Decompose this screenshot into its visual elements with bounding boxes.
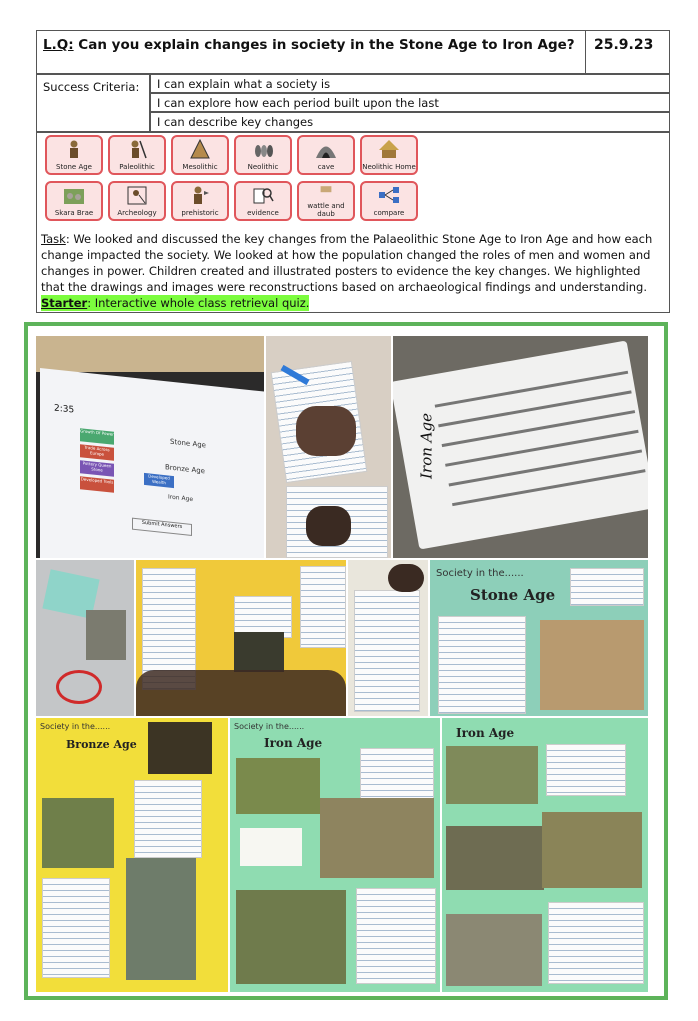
tent-icon: [189, 139, 211, 159]
learning-question-box: [36, 30, 586, 74]
hand: [296, 406, 356, 456]
stone-age-picture: [540, 620, 644, 710]
photo-poster-stone-age: Society in the...... Stone Age: [430, 560, 648, 716]
success-criteria-label-box: [36, 74, 150, 132]
village-icon: [63, 185, 85, 205]
vocab-card-wattle-and-daub: wattle and daub: [297, 181, 355, 221]
starter-highlight: Starter: Interactive whole class retrieval quiz.: [41, 296, 310, 310]
success-criterion-3: I can describe key changes: [150, 112, 670, 132]
vocab-card-cave: cave: [297, 135, 355, 175]
learning-question: L.Q: Can you explain changes in society in the Stone Age to Iron Age?: [43, 37, 575, 53]
success-criteria-label: Success Criteria:: [43, 80, 140, 94]
hunter-icon: [126, 139, 148, 159]
stone-tools-icon: [252, 139, 274, 159]
prehistoric-icon: [189, 185, 211, 205]
success-criterion-2: I can explore how each period built upon the last: [150, 93, 670, 112]
vocab-card-neolithic-home: Neolithic Home: [360, 135, 418, 175]
date: 25.9.23: [594, 37, 654, 53]
whiteboard-heading: Iron Age: [417, 412, 436, 479]
quiz-screen: 2:35 Stone Age Bronze Age Iron Age Growth Of Power Trade Across Europe Pottery Queen Stone Developed Tools Developed Wealth Submit Answers: [40, 368, 264, 558]
vocab-card-compare: compare: [360, 181, 418, 221]
photo-cut-outs: [36, 560, 134, 716]
scissors: [56, 670, 102, 704]
vocab-card-archeology: Archeology: [108, 181, 166, 221]
submit-answers-button: Submit Answers: [132, 518, 192, 536]
vocab-card-evidence: evidence: [234, 181, 292, 221]
success-criterion-1: I can explain what a society is: [150, 74, 670, 93]
wattle-icon: [315, 185, 337, 197]
photo-child-writing: [266, 336, 391, 558]
photo-poster-iron-age-1: Society in the...... Iron Age: [230, 718, 440, 992]
vocab-card-neolithic: Neolithic: [234, 135, 292, 175]
photo-collage: [24, 322, 668, 1000]
vocab-card-skara-brae: Skara Brae: [45, 181, 103, 221]
photo-lined-paper: [348, 560, 428, 716]
compare-icon: [378, 185, 400, 205]
vocab-card-paleolithic: Paleolithic: [108, 135, 166, 175]
date-box: [585, 30, 670, 74]
photo-interactive-quiz: [36, 336, 264, 558]
vocab-card-stone-age: Stone Age: [45, 135, 103, 175]
dig-icon: [126, 185, 148, 205]
task-box: [36, 132, 670, 313]
caveman-icon: [63, 139, 85, 159]
cave-icon: [315, 139, 337, 159]
hut-icon: [378, 139, 400, 159]
photo-whiteboard: [393, 336, 648, 558]
photo-poster-iron-age-2: Iron Age: [442, 718, 648, 992]
evidence-icon: [252, 185, 274, 205]
vocab-card-prehistoric: prehistoric: [171, 181, 229, 221]
task-description: Task: We looked and discussed the key changes from the Palaeolithic Stone Age to Iron Age and how each change impacted the society. We looked at how the population changed the roles of men and women and changes in power. Children created and illustrated posters to evidence the key changes. We highlighted that the drawings and images were reconstructions based on archaeological findings and understanding. Starter: Interactive whole class retrieval quiz.: [41, 232, 653, 310]
vocab-card-mesolithic: Mesolithic: [171, 135, 229, 175]
photo-poster-work: [136, 560, 346, 716]
photo-poster-bronze-age: Society in the...... Bronze Age: [36, 718, 228, 992]
